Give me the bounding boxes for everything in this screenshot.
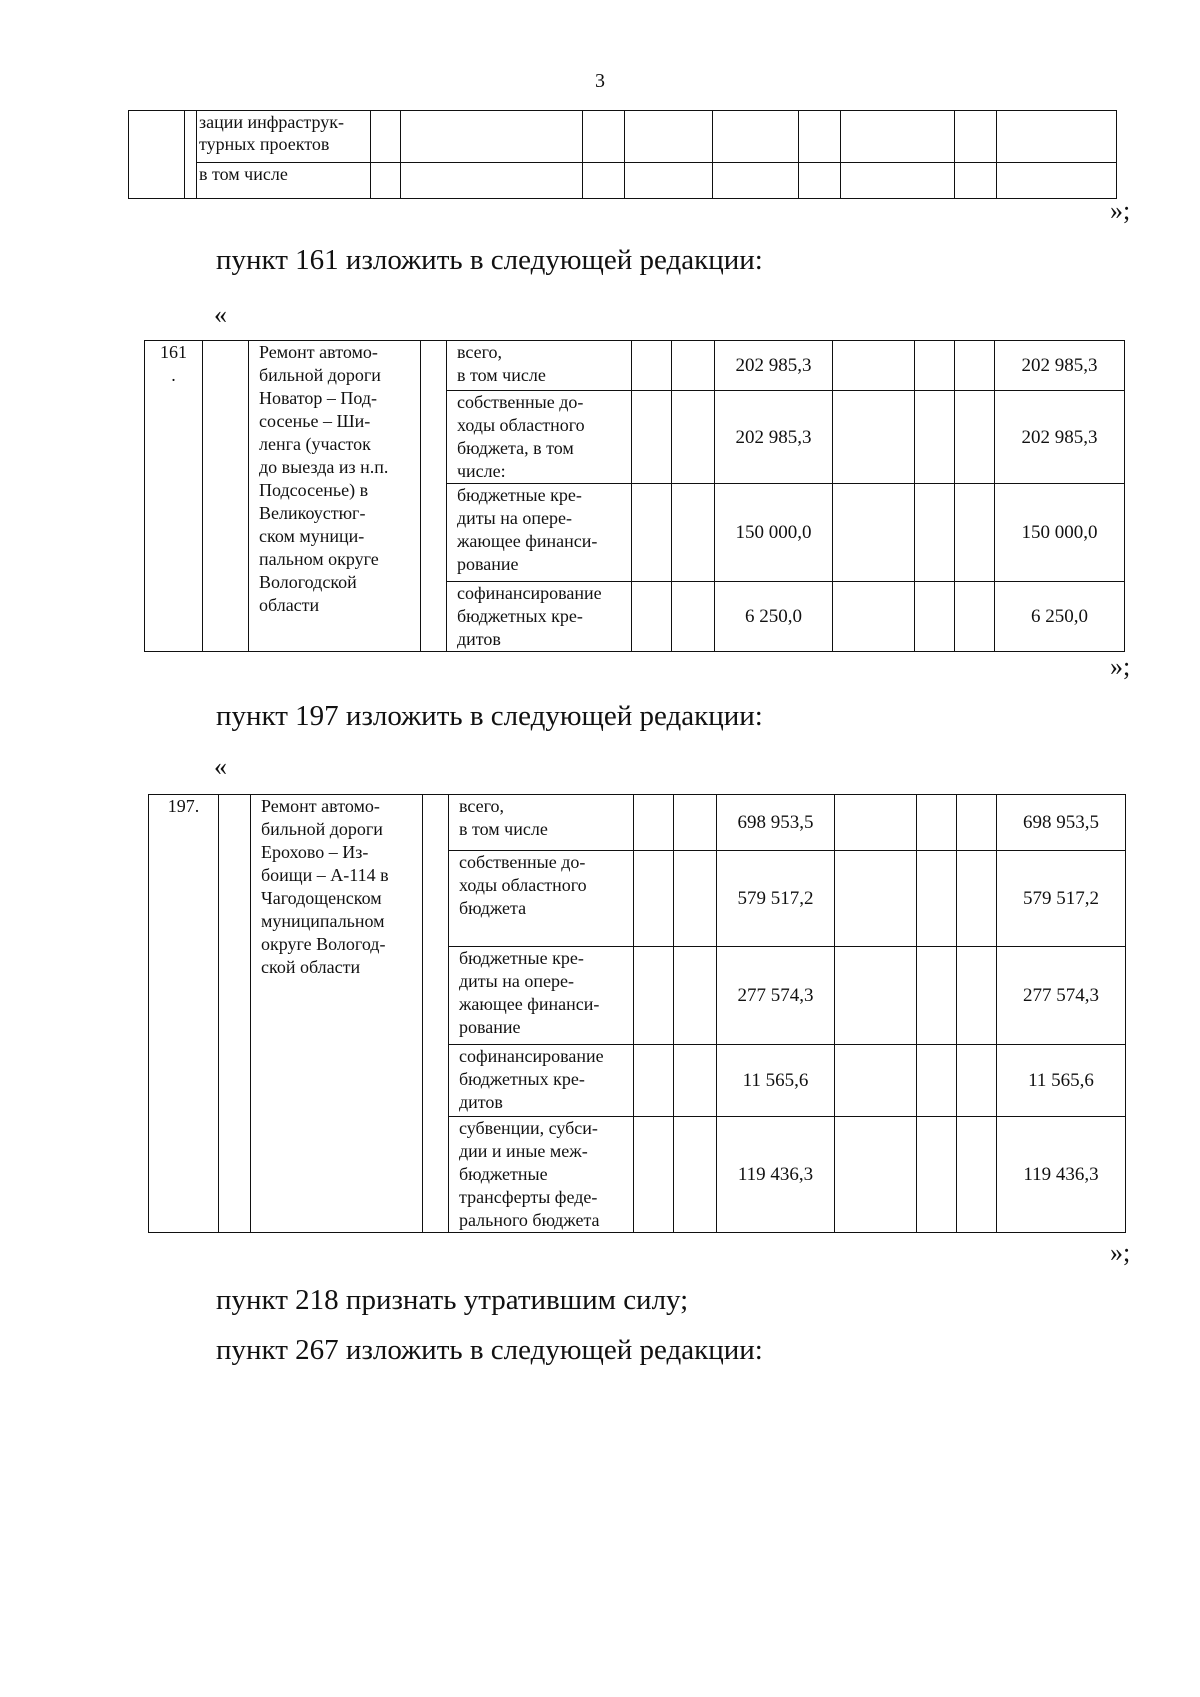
opening-quote: « bbox=[214, 752, 227, 781]
paragraph-218: пункт 218 признать утратившим силу; bbox=[216, 1284, 689, 1316]
table-cell-desc: в том числе bbox=[197, 163, 371, 199]
amount-cell: 11 565,6 bbox=[717, 1045, 835, 1117]
amount-cell: 579 517,2 bbox=[717, 851, 835, 947]
closing-quote: »; bbox=[1110, 652, 1131, 681]
total-cell: 6 250,0 bbox=[995, 582, 1125, 652]
paragraph-197: пункт 197 изложить в следующей редакции: bbox=[216, 700, 763, 732]
amount-cell: 150 000,0 bbox=[715, 484, 833, 582]
funding-source: всего, в том числе bbox=[447, 341, 632, 391]
table-cell-desc: зации инфраструк- турных проектов bbox=[197, 111, 371, 163]
amount-cell: 202 985,3 bbox=[715, 391, 833, 484]
total-cell: 698 953,5 bbox=[997, 795, 1126, 851]
funding-source: софинансирование бюджетных кре- дитов bbox=[449, 1045, 634, 1117]
object-name: Ремонт автомо- бильной дороги Ерохово – Из- боищи – А-114 в Чагодощенском муниципальном округе Вологод- ской области bbox=[251, 795, 423, 1233]
opening-quote: « bbox=[214, 300, 227, 329]
paragraph-161: пункт 161 изложить в следующей редакции: bbox=[216, 244, 763, 276]
total-cell: 202 985,3 bbox=[995, 391, 1125, 484]
amount-cell: 202 985,3 bbox=[715, 341, 833, 391]
total-cell: 11 565,6 bbox=[997, 1045, 1126, 1117]
funding-source: собственные до- ходы областного бюджета, в том числе: bbox=[447, 391, 632, 484]
funding-source: всего, в том числе bbox=[449, 795, 634, 851]
object-name: Ремонт автомо- бильной дороги Новатор – Под- сосенье – Ши- ленга (участок до выезда из н.п. Подсосенье) в Великоустюг- ском муници- пальном округе Вологодской области bbox=[249, 341, 421, 652]
closing-quote: »; bbox=[1110, 196, 1131, 225]
continuation-table bbox=[128, 110, 1117, 199]
amount-cell: 698 953,5 bbox=[717, 795, 835, 851]
page-number: 3 bbox=[595, 70, 605, 92]
paragraph-267: пункт 267 изложить в следующей редакции: bbox=[216, 1334, 763, 1366]
table-item-161 bbox=[144, 340, 1125, 652]
amount-cell: 277 574,3 bbox=[717, 947, 835, 1045]
amount-cell: 6 250,0 bbox=[715, 582, 833, 652]
funding-source: бюджетные кре- диты на опере- жающее финанси- рование bbox=[447, 484, 632, 582]
item-number: 161 . bbox=[145, 341, 203, 652]
funding-source: субвенции, субси- дии и иные меж- бюджетные трансферты феде- рального бюджета bbox=[449, 1117, 634, 1233]
closing-quote: »; bbox=[1110, 1238, 1131, 1267]
amount-cell: 119 436,3 bbox=[717, 1117, 835, 1233]
funding-source: бюджетные кре- диты на опере- жающее финанси- рование bbox=[449, 947, 634, 1045]
total-cell: 579 517,2 bbox=[997, 851, 1126, 947]
table-item-197 bbox=[148, 794, 1126, 1233]
total-cell: 119 436,3 bbox=[997, 1117, 1126, 1233]
total-cell: 277 574,3 bbox=[997, 947, 1126, 1045]
total-cell: 202 985,3 bbox=[995, 341, 1125, 391]
item-number: 197. bbox=[149, 795, 219, 1233]
funding-source: софинансирование бюджетных кре- дитов bbox=[447, 582, 632, 652]
funding-source: собственные до- ходы областного бюджета bbox=[449, 851, 634, 947]
total-cell: 150 000,0 bbox=[995, 484, 1125, 582]
